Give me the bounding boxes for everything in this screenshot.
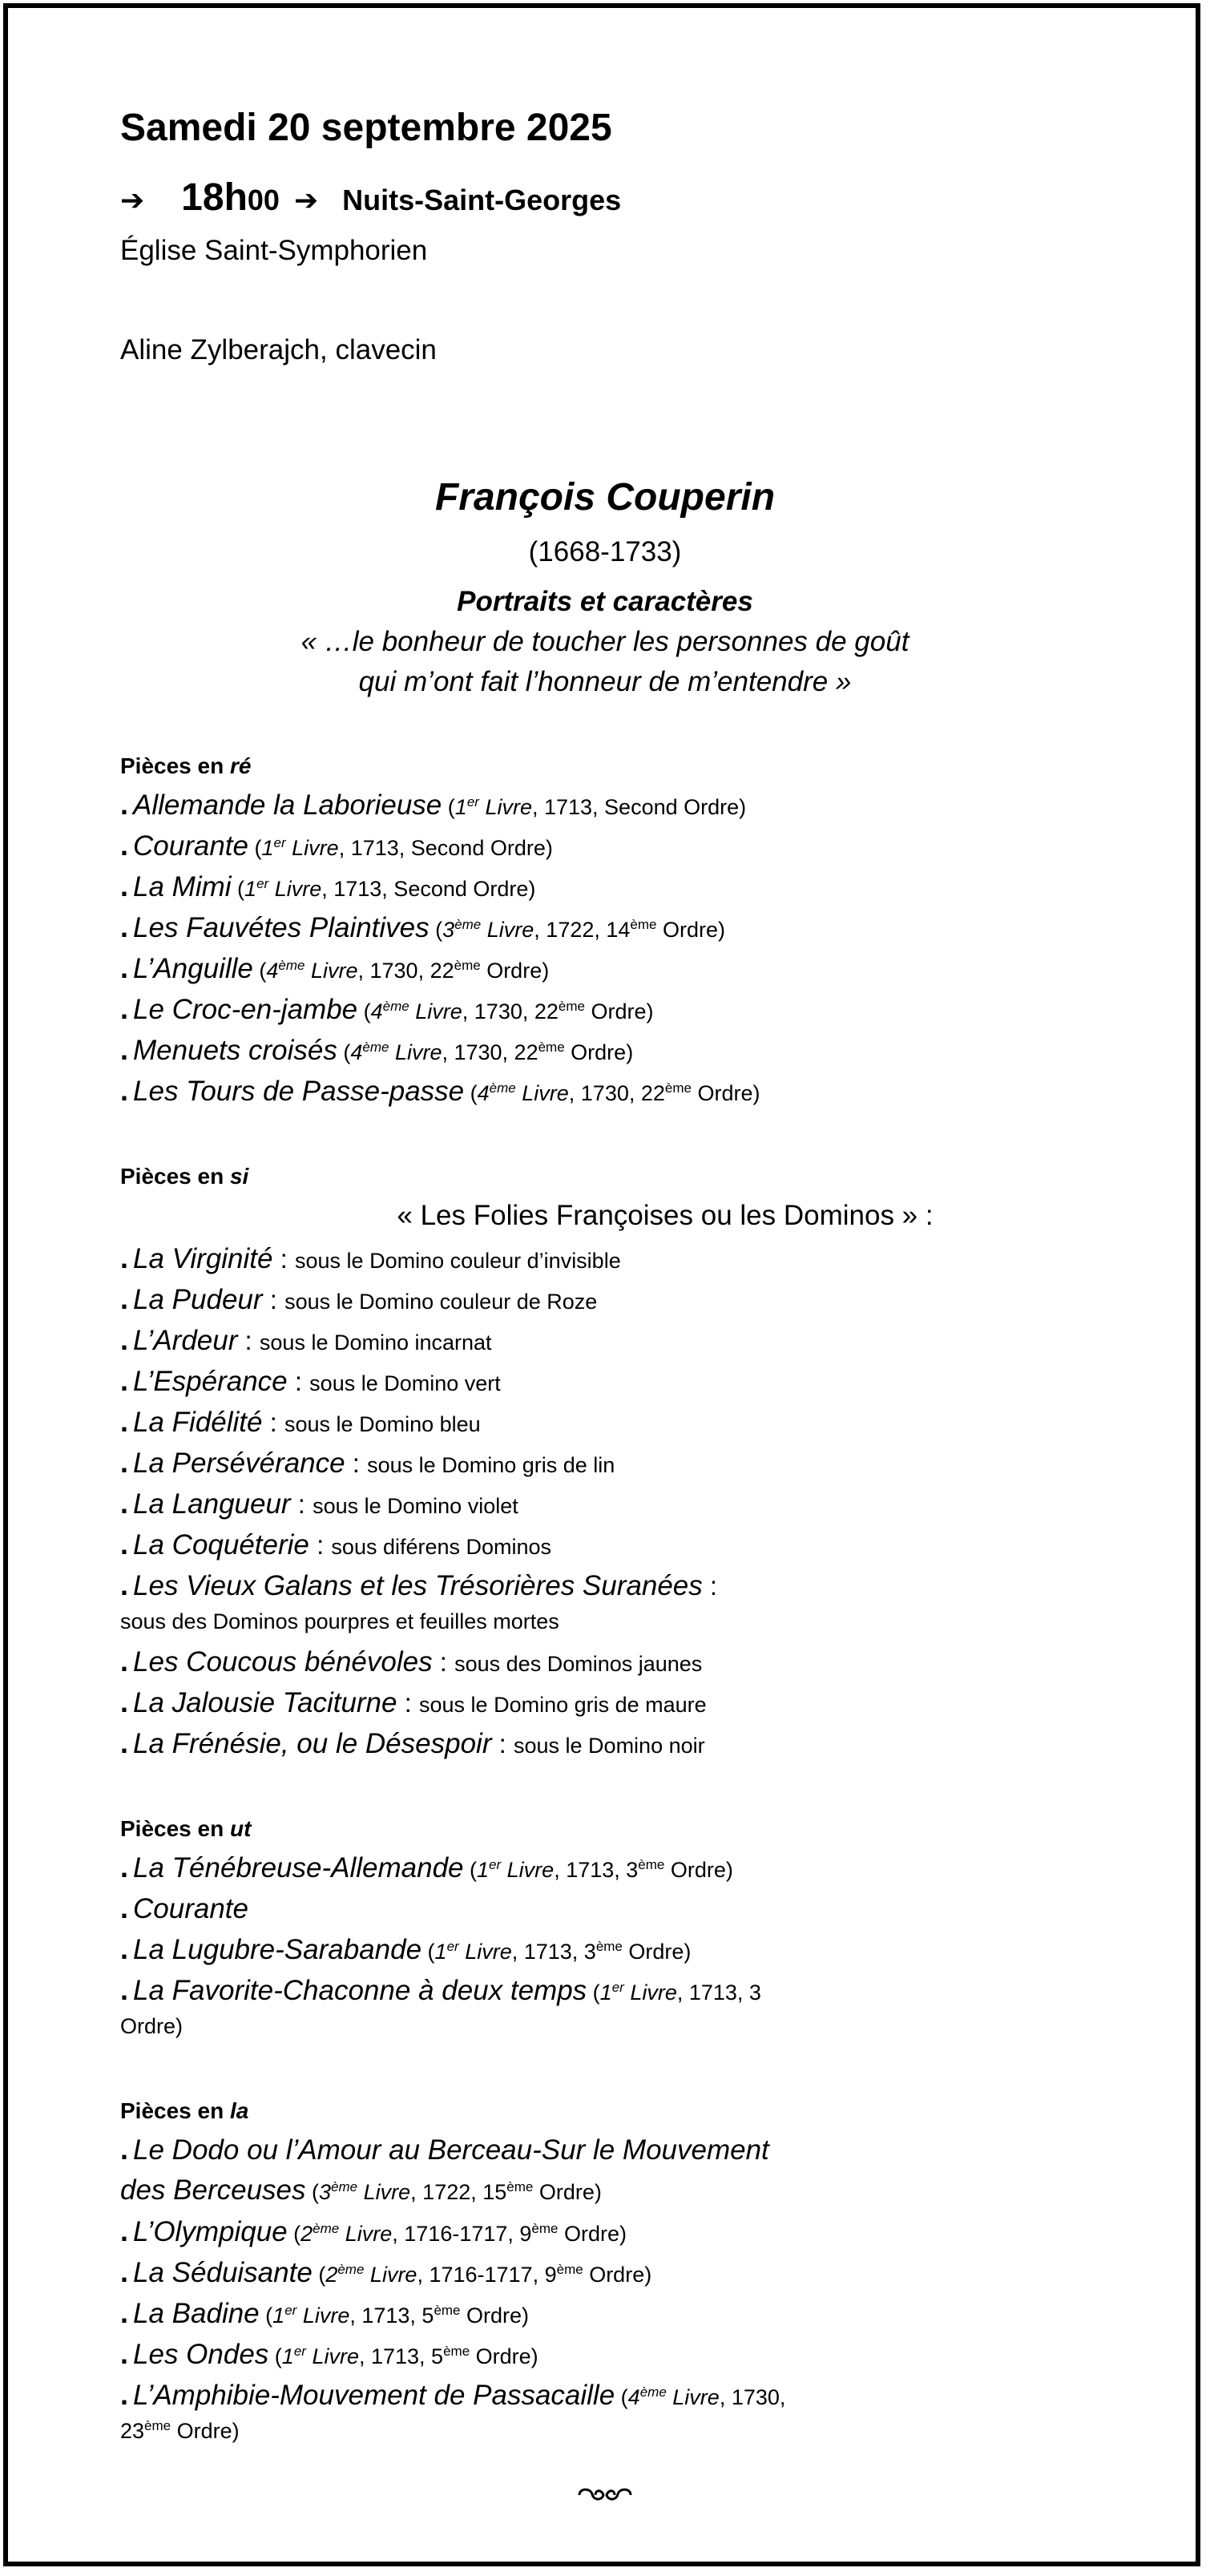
domino-description: sous des Dominos pourpres et feuilles mortes [120, 1609, 559, 1633]
piece-title: Menuets croisés [133, 1035, 337, 1066]
piece-list-ut [120, 1847, 1098, 2045]
list-item [120, 1360, 1098, 1401]
list-item [120, 2333, 1098, 2374]
colon: : [262, 1285, 285, 1314]
piece-details: (4ème Livre, 1730, 22ème Ordre) [464, 1080, 760, 1105]
livre-suffix: er [273, 835, 286, 850]
piece-title: La Ténébreuse-Allemande [133, 1852, 464, 1884]
domino-description: sous des Dominos jaunes [454, 1652, 703, 1676]
piece-title: L’Amphibie-Mouvement de Passacaille [133, 2380, 615, 2411]
colon: : [262, 1407, 285, 1437]
list-item [120, 1070, 1098, 1111]
piece-details: (2ème Livre, 1716-1717, 9ème Ordre) [287, 2221, 627, 2246]
list-item [120, 906, 1098, 947]
piece-title: La Frénésie, ou le Désespoir [133, 1728, 492, 1759]
livre-suffix: ème [639, 2384, 667, 2400]
bullet: . [120, 1242, 129, 1274]
ordre-suffix: ème [506, 2179, 534, 2194]
piece-title: Les Vieux Galans et les Trésorières Suranées [133, 1570, 703, 1601]
bullet: . [120, 1973, 129, 2006]
livre-number: 1er Livre [477, 1857, 555, 1882]
livre-number: 2ème Livre [300, 2221, 393, 2246]
livre-number: 1er Livre [281, 2344, 359, 2368]
livre-suffix: er [446, 1939, 459, 1954]
program-header [120, 471, 1090, 702]
piece-title: Les Fauvétes Plaintives [133, 912, 430, 943]
list-item [120, 2292, 1098, 2333]
piece-details: (1er Livre, 1713, Second Ordre) [248, 835, 553, 860]
livre-number: 3ème Livre [319, 2179, 411, 2204]
ordre-suffix: ème [595, 1939, 623, 1954]
piece-details: (4ème Livre, 1730, 22ème Ordre) [337, 1040, 634, 1064]
colon: : [345, 1448, 368, 1478]
section-heading-ut: Pièces en ut [120, 1816, 252, 1841]
bullet: . [120, 2337, 129, 2370]
livre-suffix: ème [278, 958, 305, 973]
bullet: . [120, 1033, 129, 1066]
list-item [120, 1238, 1098, 1278]
list-item [120, 947, 1098, 988]
bullet: . [120, 788, 129, 821]
livre-suffix: ème [382, 999, 409, 1014]
livre-number: 1er Livre [454, 794, 532, 819]
piece-title: Les Tours de Passe-passe [133, 1076, 465, 1107]
arrow-right-icon: ➔ [120, 184, 145, 216]
piece-details: (4ème Livre, 1730, 22ème Ordre) [357, 999, 654, 1024]
piece-details: (3ème Livre, 1722, 15ème Ordre) [305, 2179, 602, 2204]
bullet: . [120, 870, 129, 902]
domino-description: sous le Domino violet [313, 1494, 518, 1518]
list-item [120, 2374, 1098, 2415]
colon: : [290, 1489, 313, 1519]
ordre-suffix: ème [538, 1040, 565, 1055]
piece-details: (1er Livre, 1713, Second Ordre) [231, 876, 536, 901]
colon: : [491, 1729, 514, 1758]
bullet: . [120, 829, 129, 862]
list-item [120, 1319, 1098, 1360]
list-item [120, 2211, 1098, 2251]
livre-number: 1er Livre [599, 1980, 677, 2005]
bullet: . [120, 1446, 129, 1479]
program-subtitle: Portraits et caractères [457, 586, 753, 617]
bullet: . [120, 1569, 129, 1601]
piece-details: (1er Livre, 1713, 3ème Ordre) [421, 1939, 692, 1964]
composer-name: François Couperin [434, 476, 776, 519]
bullet: . [120, 2133, 129, 2166]
piece-title: La Mimi [133, 871, 232, 902]
performer: Aline Zylberajch, clavecin [120, 334, 437, 365]
piece-title: Le Croc-en-jambe [133, 994, 358, 1025]
piece-title: La Favorite-Chaconne à deux temps [133, 1975, 587, 2006]
domino-description: sous le Domino vert [309, 1371, 501, 1395]
piece-title: Les Coucous bénévoles [133, 1646, 433, 1678]
section-heading-la: Pièces en la [120, 2098, 249, 2123]
piece-details: (1er Livre, 1713, 3ème Ordre) [463, 1857, 733, 1882]
livre-number: 3ème Livre [442, 917, 534, 942]
livre-number: 4ème Livre [370, 999, 462, 1024]
event-time: 18h00 [181, 176, 280, 219]
domino-description: sous le Domino bleu [284, 1412, 481, 1436]
quote-line-1: « …le bonheur de toucher les personnes de goût [300, 626, 910, 657]
domino-description: sous le Domino couleur de Roze [284, 1290, 598, 1314]
domino-description: sous le Domino incarnat [259, 1330, 492, 1355]
list-item [120, 784, 1098, 825]
piece-title: Courante [133, 1893, 248, 1924]
piece-title: La Jalousie Taciturne [133, 1687, 397, 1718]
ordre-suffix: ème [556, 2262, 583, 2277]
bullet: . [120, 2378, 129, 2411]
list-item [120, 1442, 1098, 1483]
list-item [120, 866, 1098, 906]
ornament-icon [0, 2483, 1210, 2513]
quote-line-2: qui m’ont fait l’honneur de m’entendre » [358, 666, 852, 697]
colon: : [397, 1688, 420, 1718]
piece-title: L’Espérance [133, 1366, 288, 1397]
colon: : [432, 1647, 455, 1677]
bullet: . [120, 1487, 129, 1520]
list-item [120, 1565, 1098, 1605]
list-item [120, 1928, 1098, 1969]
event-venue: Église Saint-Symphorien [120, 235, 428, 266]
section-heading-si: Pièces en si [120, 1164, 249, 1189]
section-heading-re: Pièces en ré [120, 753, 252, 778]
list-item [120, 1969, 1098, 2010]
list-item [120, 1847, 1098, 1888]
bullet: . [120, 1851, 129, 1884]
ordre-suffix: ème [558, 999, 585, 1014]
piece-title: Le Dodo ou l’Amour au Berceau-Sur le Mouvement [133, 2134, 769, 2166]
livre-suffix: ème [489, 1080, 516, 1096]
list-item-continued: Ordre) [120, 2014, 184, 2038]
ordre-suffix: ème [531, 2221, 559, 2236]
bullet: . [120, 910, 129, 943]
composer-dates: (1668-1733) [528, 536, 682, 567]
list-item [120, 1722, 1098, 1763]
ordre-suffix: ème [443, 2344, 470, 2359]
list-item [120, 988, 1098, 1029]
piece-title: La Langueur [133, 1488, 291, 1520]
list-item [120, 1029, 1098, 1070]
piece-details: (1er Livre, 1713, Second Ordre) [442, 794, 747, 819]
domino-description: sous le Domino couleur d’invisible [295, 1249, 621, 1273]
bullet: . [120, 2255, 129, 2288]
livre-suffix: er [284, 2303, 297, 2318]
piece-details: (1er Livre, 1713, 5ème Ordre) [259, 2303, 530, 2328]
piece-title: La Persévérance [133, 1447, 345, 1479]
livre-suffix: er [611, 1980, 624, 1995]
piece-title: La Virginité [133, 1243, 273, 1274]
program-sheet [120, 104, 1098, 2450]
livre-suffix: er [256, 876, 269, 891]
bullet: . [120, 1074, 129, 1107]
piece-title: L’Olympique [133, 2216, 288, 2247]
list-item [120, 1483, 1098, 1524]
bullet: . [120, 951, 129, 984]
piece-title: des Berceuses [120, 2174, 306, 2206]
piece-details: (2ème Livre, 1716-1717, 9ème Ordre) [312, 2262, 652, 2287]
arrow-right-icon: ➔ [293, 184, 319, 216]
piece-details: (4ème Livre, 1730, 22ème Ordre) [252, 958, 550, 983]
livre-number: 1er Livre [272, 2303, 350, 2328]
livre-number: 4ème Livre [266, 958, 358, 983]
list-item [120, 1401, 1098, 1442]
piece-title: L’Anguille [133, 953, 253, 984]
piece-list-si [120, 1238, 1098, 1763]
event-city: Nuits-Saint-Georges [342, 184, 622, 216]
event-date: Samedi 20 septembre 2025 [120, 107, 612, 149]
piece-title: La Lugubre-Sarabande [133, 1934, 422, 1965]
piece-title: La Pudeur [133, 1284, 263, 1315]
bullet: . [120, 2215, 129, 2247]
time-location-row [120, 175, 1098, 221]
domino-description: sous le Domino noir [514, 1734, 705, 1758]
flourish-icon [573, 2483, 637, 2507]
bullet: . [120, 1405, 129, 1438]
list-item [120, 1682, 1098, 1722]
livre-number: 4ème Livre [627, 2384, 720, 2409]
ordre-suffix: ème [144, 2418, 171, 2433]
livre-suffix: er [466, 794, 479, 810]
piece-title: Les Ondes [133, 2339, 269, 2370]
livre-suffix: ème [331, 2179, 358, 2194]
colon: : [702, 1571, 718, 1601]
piece-title: La Séduisante [133, 2257, 313, 2288]
ordre-suffix: ème [454, 958, 481, 973]
piece-title: La Badine [133, 2298, 260, 2329]
piece-title: Allemande la Laborieuse [133, 789, 442, 821]
bullet: . [120, 1892, 129, 1924]
livre-number: 1er Livre [434, 1939, 512, 1964]
bullet: . [120, 2296, 129, 2329]
livre-suffix: ème [337, 2262, 365, 2277]
ordre-suffix: ème [664, 1080, 692, 1096]
livre-suffix: ème [313, 2221, 340, 2236]
domino-description: sous le Domino gris de lin [367, 1453, 615, 1477]
bullet: . [120, 1282, 129, 1315]
list-item-continued: 23ème Ordre) [120, 2418, 240, 2443]
bullet: . [120, 1932, 129, 1965]
livre-suffix: er [489, 1857, 502, 1872]
piece-title: L’Ardeur [133, 1325, 238, 1356]
piece-title: Courante [133, 830, 248, 862]
livre-suffix: ème [454, 917, 482, 932]
ordre-suffix: ème [638, 1857, 665, 1872]
colon: : [309, 1530, 332, 1560]
list-item [120, 2251, 1098, 2292]
piece-details: (4ème Livre, 1730, [615, 2384, 786, 2409]
livre-suffix: ème [362, 1040, 389, 1055]
colon: : [237, 1326, 260, 1355]
livre-number: 1er Livre [261, 835, 339, 860]
domino-description: sous diférens Dominos [331, 1535, 552, 1559]
piece-details: (1er Livre, 1713, 5ème Ordre) [268, 2344, 538, 2368]
bullet: . [120, 992, 129, 1025]
piece-details: (1er Livre, 1713, 3 [587, 1980, 761, 2005]
ordre-suffix: ème [434, 2303, 461, 2318]
piece-title: La Coquéterie [133, 1529, 309, 1561]
livre-suffix: er [293, 2344, 306, 2359]
colon: : [287, 1367, 310, 1396]
list-item-continued [120, 2170, 1098, 2211]
list-item [120, 1524, 1098, 1565]
bullet: . [120, 1686, 129, 1718]
list-item [120, 2129, 1098, 2170]
bullet: . [120, 1528, 129, 1561]
piece-title: La Fidélité [133, 1407, 263, 1438]
list-item [120, 1888, 1098, 1928]
bullet: . [120, 1726, 129, 1759]
bullet: . [120, 1364, 129, 1397]
livre-number: 2ème Livre [325, 2262, 417, 2287]
livre-number: 4ème Livre [350, 1040, 442, 1064]
piece-list-la [120, 2129, 1098, 2450]
list-item [120, 1641, 1098, 1682]
piece-list-re [120, 784, 1098, 1111]
livre-number: 4ème Livre [477, 1080, 569, 1105]
ordre-suffix: ème [630, 917, 657, 932]
bullet: . [120, 1645, 129, 1678]
bullet: . [120, 1323, 129, 1356]
folies-title: « Les Folies Françoises ou les Dominos » : [397, 1200, 934, 1231]
domino-description: sous le Domino gris de maure [419, 1693, 707, 1717]
list-item [120, 825, 1098, 866]
piece-details: (3ème Livre, 1722, 14ème Ordre) [429, 917, 725, 942]
colon: : [272, 1244, 296, 1274]
livre-number: 1er Livre [244, 876, 322, 901]
list-item [120, 1278, 1098, 1319]
